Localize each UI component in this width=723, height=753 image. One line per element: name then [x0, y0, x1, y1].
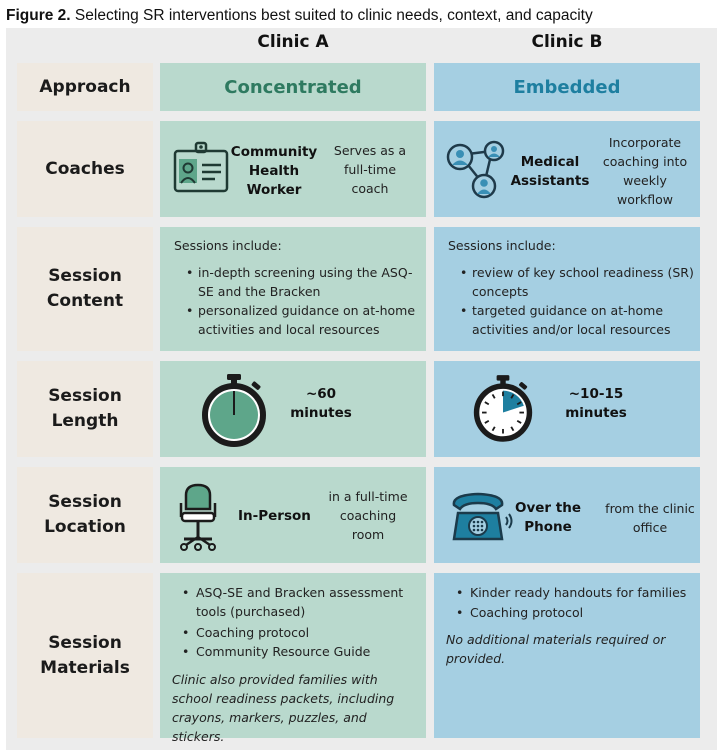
figure-title — [6, 7, 593, 25]
material-item-clinic-a: ASQ-SE and Bracken assessment tools (purchased) — [196, 585, 404, 619]
row-label-session-length: Session Length — [17, 361, 153, 457]
bullet-dot: • — [186, 303, 194, 318]
approach-clinic-a: Concentrated — [160, 63, 426, 111]
approach-clinic-b: Embedded — [434, 63, 700, 111]
column-header-clinic-a: Clinic A — [257, 32, 329, 52]
bullet-dot: • — [182, 585, 190, 600]
content-intro-clinic-a: Sessions include: — [174, 238, 282, 253]
length-value-clinic-b: ~10-15 minutes — [565, 386, 627, 421]
coaches-clinic-a — [160, 121, 426, 217]
length-clinic-b — [434, 361, 700, 457]
content-intro-clinic-b: Sessions include: — [448, 238, 556, 253]
content-item-clinic-b: targeted guidance on at-home activities and/or local resources — [472, 303, 671, 337]
chair-icon — [178, 481, 218, 553]
row-label-coaches: Coaches — [17, 121, 153, 217]
bullet-dot: • — [460, 303, 468, 318]
network-people-icon — [446, 141, 508, 199]
column-header-clinic-b: Clinic B — [531, 32, 603, 52]
content-item-clinic-a: in-depth screening using the ASQ-SE and the Bracken — [198, 265, 413, 299]
bullet-dot: • — [182, 644, 190, 659]
content-item-clinic-a: personalized guidance on at-home activities and local resources — [198, 303, 416, 337]
phone-icon — [448, 491, 514, 543]
location-detail-clinic-b: from the clinic office — [605, 501, 695, 535]
materials-clinic-b — [434, 573, 700, 738]
bullet-dot: • — [456, 585, 464, 600]
bullet-dot: • — [186, 265, 194, 280]
bullet-dot: • — [456, 605, 464, 620]
length-clinic-a — [160, 361, 426, 457]
coach-role-clinic-a: Community Health Worker — [230, 144, 318, 198]
location-mode-clinic-a: In-Person — [238, 508, 311, 524]
stopwatch-icon — [200, 373, 268, 447]
row-label-approach: Approach — [17, 63, 153, 111]
coaches-clinic-b — [434, 121, 700, 217]
stopwatch-icon — [472, 373, 534, 443]
row-label-session-materials: Session Materials — [17, 573, 153, 738]
coach-detail-clinic-a: Serves as a full-time coach — [333, 143, 407, 196]
figure-label: Figure 2. — [6, 7, 71, 24]
coach-detail-clinic-b: Incorporate coaching into weekly workflow — [602, 135, 688, 207]
row-label-session-content: Session Content — [17, 227, 153, 351]
materials-note-clinic-a: Clinic also provided families with school readiness packets, including crayons, markers, puzzles, and stickers. — [172, 672, 395, 744]
content-clinic-b — [434, 227, 700, 351]
row-label-session-location: Session Location — [17, 467, 153, 563]
material-item-clinic-a: Community Resource Guide — [196, 644, 371, 659]
content-item-clinic-b: review of key school readiness (SR) concepts — [472, 265, 694, 299]
coach-role-clinic-b: Medical Assistants — [510, 154, 590, 189]
length-value-clinic-a: ~60 minutes — [290, 386, 352, 421]
figure-caption: Selecting SR interventions best suited to clinic needs, context, and capacity — [74, 7, 593, 24]
location-mode-clinic-b: Over the Phone — [514, 500, 581, 535]
bullet-dot: • — [460, 265, 468, 280]
location-clinic-a — [160, 467, 426, 563]
material-item-clinic-a: Coaching protocol — [196, 625, 310, 640]
bullet-dot: • — [182, 625, 190, 640]
location-clinic-b — [434, 467, 700, 563]
materials-clinic-a — [160, 573, 426, 744]
material-item-clinic-b: Kinder ready handouts for families — [470, 585, 687, 600]
location-detail-clinic-a: in a full-time coaching room — [328, 489, 408, 542]
content-clinic-a — [160, 227, 426, 351]
material-item-clinic-b: Coaching protocol — [470, 605, 584, 620]
materials-note-clinic-b: No additional materials required or provided. — [446, 632, 666, 666]
id-badge-icon — [173, 143, 229, 193]
